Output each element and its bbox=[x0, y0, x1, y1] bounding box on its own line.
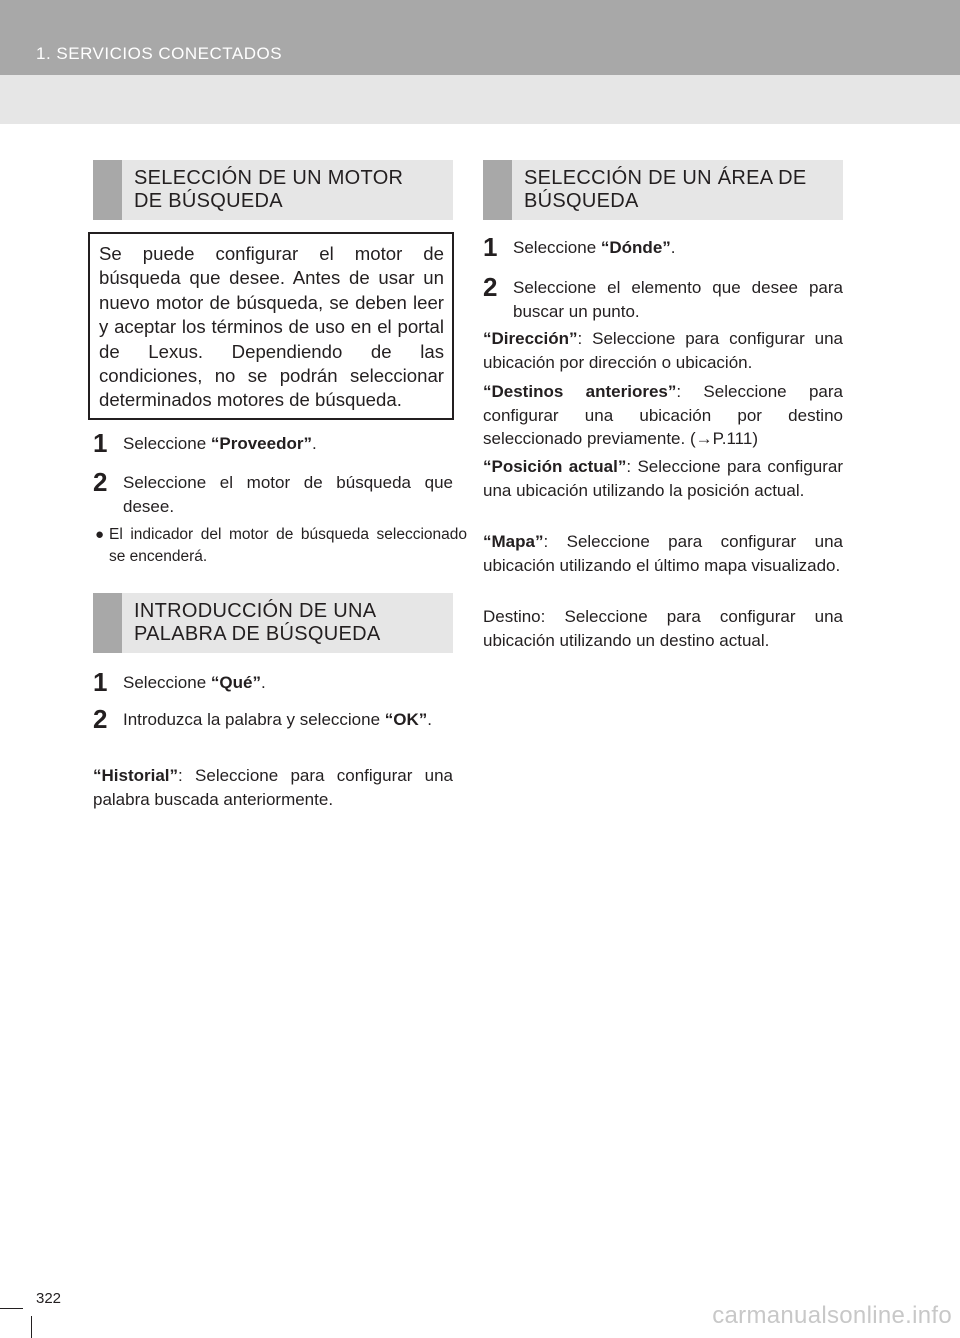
step-number: 2 bbox=[93, 704, 108, 734]
step-select-what bbox=[93, 667, 453, 697]
section-heading-search-word bbox=[93, 593, 453, 653]
step-number: 1 bbox=[483, 232, 498, 262]
step-text: Introduzca la palabra y seleccione bbox=[123, 710, 385, 729]
step-number: 1 bbox=[93, 428, 108, 458]
step-text: Seleccione el motor de búsqueda que desee. bbox=[123, 473, 453, 516]
step-select-where bbox=[483, 232, 843, 262]
historial-text: : Seleccione para configurar una palabra buscada anteriormente. bbox=[93, 766, 453, 809]
heading-text bbox=[524, 167, 833, 213]
option-posicion-actual bbox=[483, 455, 843, 502]
heading-line: PALABRA DE BÚSQUEDA bbox=[134, 623, 381, 645]
watermark: carmanualsonline.info bbox=[712, 1302, 952, 1329]
heading-line: INTRODUCCIÓN DE UNA bbox=[134, 600, 377, 622]
step-text-suffix: . bbox=[670, 238, 676, 257]
step-text: Seleccione bbox=[123, 434, 211, 453]
option-label: “Mapa” bbox=[483, 532, 544, 551]
info-note-text: Se puede configurar el motor de búsqueda que desee. Antes de usar un nuevo motor de búsqueda, se deben leer y aceptar los términos de uso en el portal de Lexus. Dependiendo de las condiciones, no se podrán seleccionar determinados motores de búsqueda. bbox=[99, 243, 444, 411]
historial-description bbox=[93, 764, 453, 811]
bullet-text: El indicador del motor de búsqueda seleccionado se encenderá. bbox=[109, 526, 467, 565]
step-select-item bbox=[483, 272, 843, 324]
option-destinos-anteriores bbox=[483, 380, 843, 451]
step-select-provider bbox=[93, 428, 453, 458]
option-destino bbox=[483, 605, 843, 652]
chapter-title: 1. SERVICIOS CONECTADOS bbox=[36, 44, 283, 63]
step-text: Seleccione bbox=[123, 673, 211, 692]
option-mapa bbox=[483, 530, 843, 577]
option-text: : Seleccione para configurar una ubicación por destino seleccionado previamente. (→P.111) bbox=[483, 382, 843, 448]
step-number: 1 bbox=[93, 667, 108, 697]
where-label: “Dónde” bbox=[600, 238, 671, 257]
step-text-suffix: . bbox=[260, 673, 266, 692]
heading-tab bbox=[93, 160, 122, 220]
heading-line: DE BÚSQUEDA bbox=[134, 190, 283, 212]
provider-label: “Proveedor” bbox=[210, 434, 312, 453]
historial-label: “Historial” bbox=[93, 766, 179, 785]
option-direccion bbox=[483, 327, 843, 374]
what-label: “Qué” bbox=[210, 673, 261, 692]
info-note-box bbox=[88, 232, 454, 420]
option-label: “Posición actual” bbox=[483, 457, 627, 476]
section-heading-search-area bbox=[483, 160, 843, 220]
step-text: Seleccione bbox=[513, 238, 601, 257]
option-label: “Dirección” bbox=[483, 329, 578, 348]
step-text: Seleccione el elemento que desee para buscar un punto. bbox=[513, 278, 843, 321]
heading-line: SELECCIÓN DE UN MOTOR bbox=[134, 167, 404, 189]
option-text: : Seleccione para configurar una ubicación por dirección o ubicación. bbox=[483, 329, 843, 372]
option-text: : Seleccione para configurar una ubicación utilizando el último mapa visualizado. bbox=[483, 532, 843, 575]
step-number: 2 bbox=[483, 272, 498, 302]
heading-line: BÚSQUEDA bbox=[524, 190, 639, 212]
heading-line: SELECCIÓN DE UN ÁREA DE bbox=[524, 167, 807, 189]
heading-tab bbox=[93, 593, 122, 653]
step-enter-word bbox=[93, 704, 453, 734]
ok-label: “OK” bbox=[384, 710, 428, 729]
step-select-engine bbox=[93, 467, 453, 519]
option-label: “Destinos anteriores” bbox=[483, 382, 677, 401]
step-text-suffix: . bbox=[311, 434, 317, 453]
step-number: 2 bbox=[93, 467, 108, 497]
crop-mark bbox=[31, 1316, 32, 1338]
page-number: 322 bbox=[36, 1290, 62, 1307]
option-text: : Seleccione para configurar una ubicación utilizando la posición actual. bbox=[483, 457, 843, 500]
heading-tab bbox=[483, 160, 512, 220]
heading-text bbox=[134, 167, 443, 213]
crop-mark bbox=[0, 1308, 23, 1309]
step-text-suffix: . bbox=[427, 710, 432, 729]
option-text: Destino: Seleccione para configurar una ubicación utilizando un destino actual. bbox=[483, 607, 843, 650]
section-heading-search-engine bbox=[93, 160, 453, 220]
bullet-icon: ● bbox=[95, 526, 105, 543]
bullet-note bbox=[95, 524, 467, 568]
heading-text bbox=[134, 600, 443, 646]
